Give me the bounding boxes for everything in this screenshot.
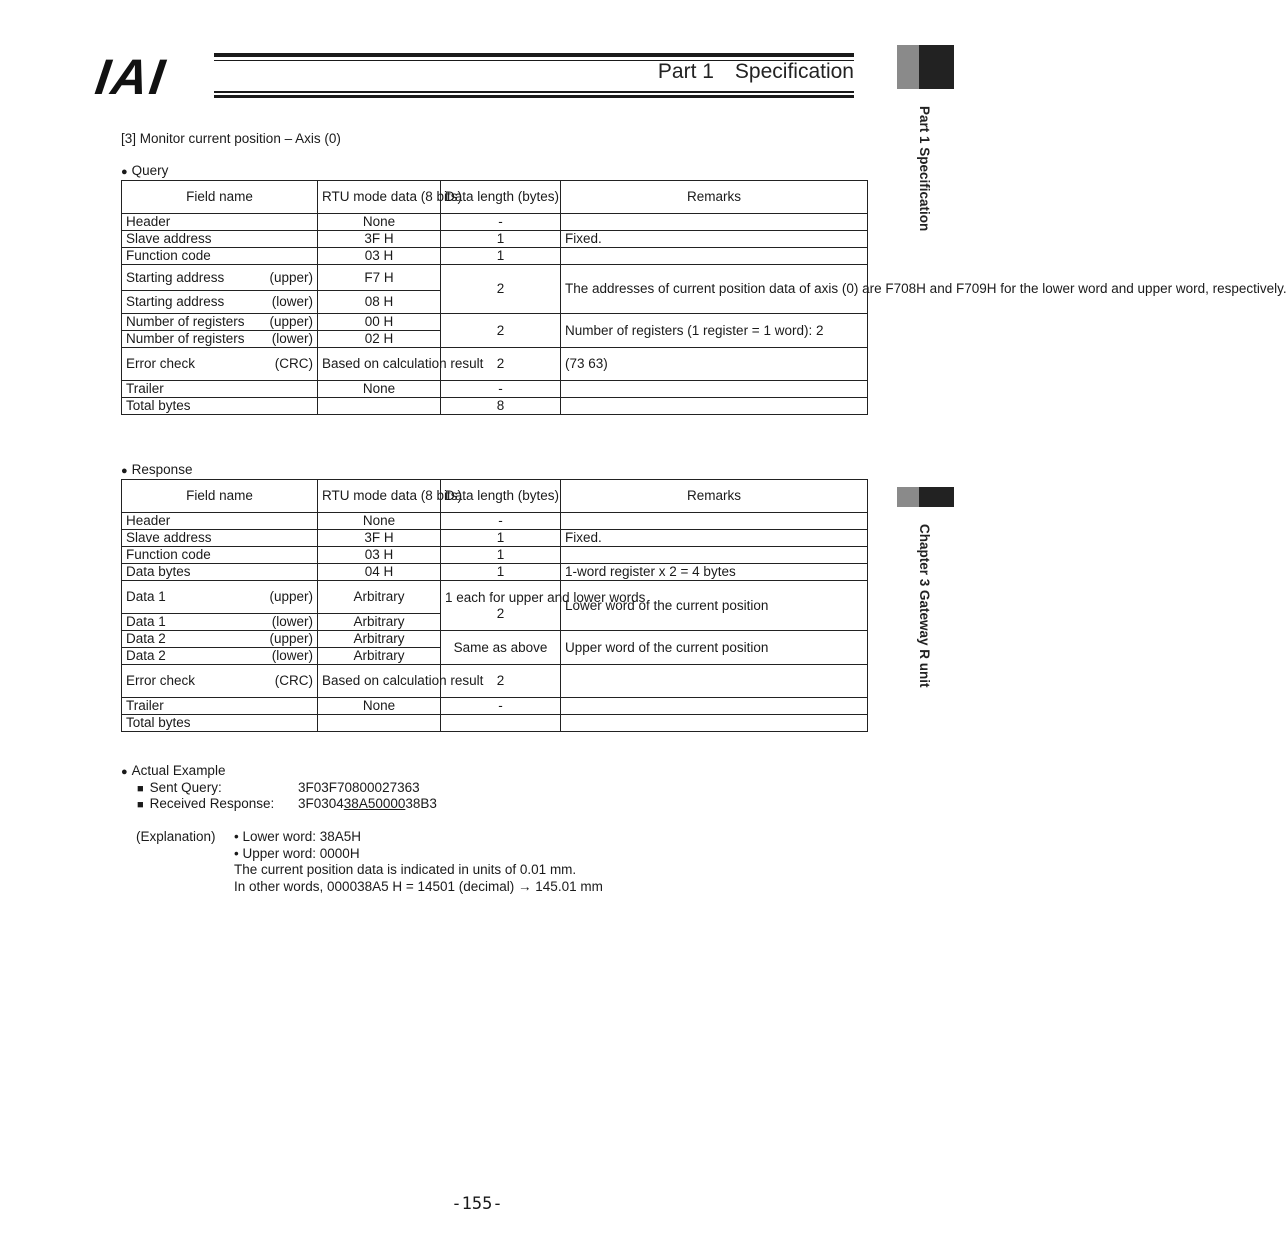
cell [561,214,868,231]
cell: Trailer [122,698,318,715]
cell: Upper word of the current position [561,631,868,665]
cell: 04 H [318,564,441,581]
cell: Function code [122,547,318,564]
cell [441,715,561,732]
part-title: Part 1 Specification [657,60,854,83]
cell: 3F H [318,530,441,547]
cell: Trailer [122,381,318,398]
cell: Arbitrary [318,631,441,648]
cell: Arbitrary [318,614,441,631]
field-name: Number of registers [126,331,245,347]
cell [122,348,318,381]
cell: 03 H [318,248,441,265]
field-name: Data 2 [126,648,166,664]
field-qualifier: (lower) [271,614,313,630]
col-header: Data length (bytes) [441,480,561,513]
cell [122,631,318,648]
table-row [122,665,868,698]
cell [122,265,318,291]
col-header: Data length (bytes) [441,181,561,214]
col-header: RTU mode data (8 bits) [318,181,441,214]
cell: 2 [441,348,561,381]
table-row [122,715,868,732]
cell: None [318,698,441,715]
table-row [122,265,868,291]
explanation-line: The current position data is indicated in units of 0.01 mm. [234,862,577,877]
cell: 02 H [318,331,441,348]
table-row [122,547,868,564]
field-name: Starting address [126,269,225,285]
cell: Arbitrary [318,648,441,665]
cell: Header [122,214,318,231]
header-rule [214,95,854,98]
cell: Based on calculation result [318,665,441,698]
cell: None [318,381,441,398]
cell: 1-word register x 2 = 4 bytes [561,564,868,581]
cell [122,665,318,698]
field-qualifier: (upper) [269,631,313,647]
cell: None [318,214,441,231]
field-qualifier: (lower) [271,331,313,347]
cell: - [441,698,561,715]
example-label: ● Actual Example [121,763,225,778]
sent-query-label: ■ Sent Query: [137,780,222,795]
cell: Based on calculation result [318,348,441,381]
field-qualifier: (upper) [269,269,313,285]
cell [122,331,318,348]
field-name: Data 2 [126,631,166,647]
cell [561,248,868,265]
table-header-row [122,480,868,513]
response-data-underlined: 38A50000 [343,796,406,811]
side-label-chapter: Chapter 3 Gateway R unit [917,524,932,688]
query-table [121,180,1287,415]
cell: 1 [441,248,561,265]
cell [561,715,868,732]
table-row [122,248,868,265]
cell: Fixed. [561,231,868,248]
explanation-label: (Explanation) [136,829,216,844]
cell: Total bytes [122,715,318,732]
cell: 1 [441,530,561,547]
side-label-part: Part 1 Specification [917,106,932,232]
table-row [122,398,868,415]
side-tab-marker [919,487,954,507]
field-qualifier: (upper) [269,589,313,605]
cell: Lower word of the current position [561,581,868,631]
field-qualifier: (lower) [271,648,313,664]
page-number: -155- [451,1194,503,1214]
cell [318,398,441,415]
header-rule [214,53,854,57]
table-row [122,698,868,715]
cell: (73 63) [561,348,868,381]
col-header: RTU mode data (8 bits) [318,480,441,513]
col-header: Field name [122,480,318,513]
cell: Total bytes [122,398,318,415]
section-title: [3] Monitor current position – Axis (0) [121,131,341,146]
field-qualifier: (CRC) [274,356,313,372]
table-row [122,348,868,381]
bullet-icon: • [234,829,239,844]
cell [122,314,318,331]
table-row [122,530,868,547]
table-row [122,381,868,398]
cell: Header [122,513,318,530]
length-value: 2 [496,605,505,621]
cell: 2 [441,265,561,314]
field-qualifier: (lower) [271,294,313,310]
side-tab-marker [897,487,919,507]
cell: - [441,381,561,398]
cell: 2 [441,314,561,348]
length-note: 1 each for upper and lower words [445,590,646,605]
col-header: Remarks [561,480,868,513]
cell: 3F H [318,231,441,248]
field-name: Data 1 [126,614,166,630]
header-rule [214,91,854,93]
table-row [122,513,868,530]
cell [441,581,646,631]
cell: Arbitrary [318,581,441,614]
cell: F7 H [318,265,441,291]
explanation-line: In other words, 000038A5 H = 14501 (decimal) → 145.01 mm [234,879,603,894]
col-header: Field name [122,181,318,214]
cell: 1 [441,231,561,248]
cell: 8 [441,398,561,415]
cell: 00 H [318,314,441,331]
cell: Data bytes [122,564,318,581]
cell: 08 H [318,291,441,314]
received-response-value [298,796,437,811]
query-label: ● Query [121,163,168,178]
field-name: Starting address [126,294,225,310]
cell [122,614,318,631]
cell: 2 [441,665,561,698]
cell: Slave address [122,530,318,547]
cell [561,665,868,698]
cell [122,648,318,665]
response-table [121,479,868,732]
explanation-line: • Lower word: 38A5H [234,829,362,844]
table-row [122,631,868,648]
cell [561,381,868,398]
cell: - [441,214,561,231]
field-name: Error check [126,356,196,372]
iai-logo: IAI [92,49,170,105]
cell [561,513,868,530]
table-row [122,581,868,614]
cell: 03 H [318,547,441,564]
cell: Number of registers (1 register = 1 word): 2 [561,314,868,348]
cell [561,398,868,415]
field-name: Error check [126,673,196,689]
cell: None [318,513,441,530]
col-header: Remarks [561,181,868,214]
sent-query-value: 3F03F70800027363 [298,780,420,795]
field-qualifier: (CRC) [274,673,313,689]
cell: 1 [441,564,561,581]
explanation-line: • Upper word: 0000H [234,846,360,861]
cell: The addresses of current position data of axis (0) are F708H and F709H for the lower word and upper word, respectively. [561,265,868,314]
response-suffix: 38B3 [405,796,437,811]
cell [318,715,441,732]
cell: Function code [122,248,318,265]
response-label: ● Response [121,462,192,477]
table-row [122,214,868,231]
table-header-row [122,181,868,214]
cell: - [441,513,561,530]
field-name: Number of registers [126,314,245,330]
received-response-label: ■ Received Response: [137,796,274,811]
cell: 1 [441,547,561,564]
bullet-icon: • [234,846,239,861]
cell: Fixed. [561,530,868,547]
cell [561,547,868,564]
cell: Same as above [441,631,561,665]
field-name: Data 1 [126,589,166,605]
table-row [122,231,868,248]
cell [122,291,318,314]
response-prefix: 3F0304 [298,796,344,811]
side-tab-marker [897,45,919,89]
side-tab-marker [919,45,954,89]
table-row [122,564,868,581]
field-qualifier: (upper) [269,314,313,330]
cell [122,581,318,614]
cell: Slave address [122,231,318,248]
cell [561,698,868,715]
table-row [122,314,868,331]
